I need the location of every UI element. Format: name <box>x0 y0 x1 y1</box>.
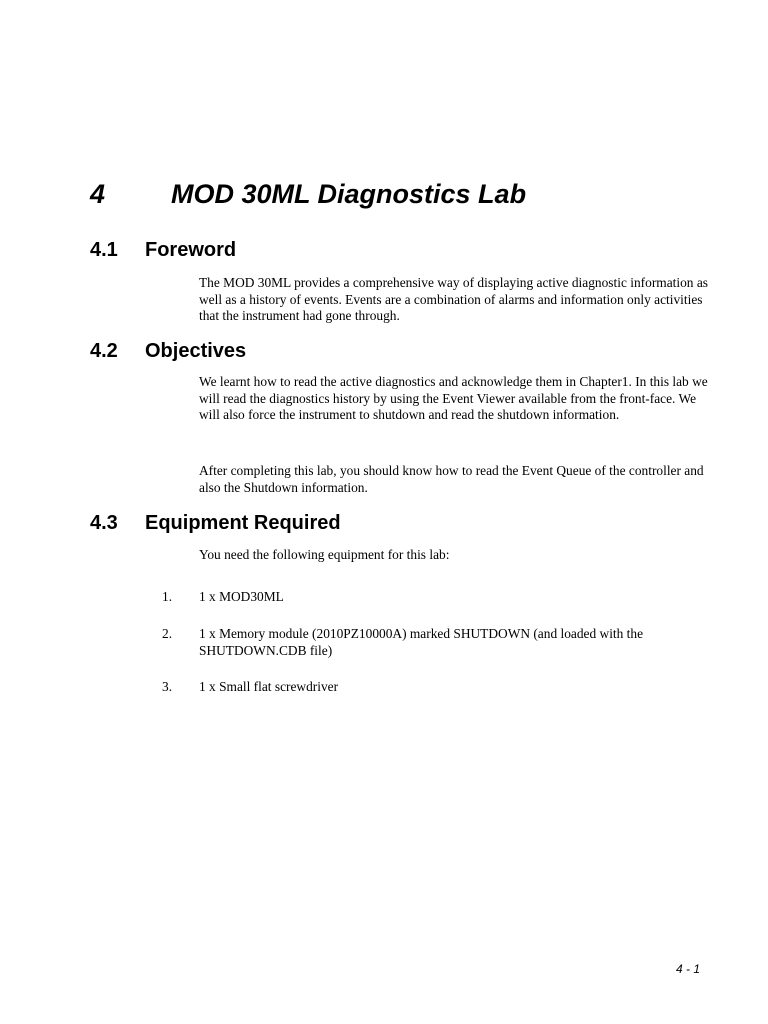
equipment-intro: You need the following equipment for this lab: <box>199 547 450 562</box>
chapter-title: MOD 30ML Diagnostics Lab <box>171 179 527 209</box>
objectives-paragraph-2: After completing this lab, you should know how to read the Event Queue of the controller and also the Shutdown information. <box>199 463 704 495</box>
section-number: 4.1 <box>90 239 118 261</box>
section-title: Equipment Required <box>145 512 341 534</box>
section-number: 4.2 <box>90 340 118 362</box>
list-marker: 3. <box>162 679 173 694</box>
chapter-heading <box>90 174 710 214</box>
list-text: 1 x MOD30ML <box>199 589 284 604</box>
section-number: 4.3 <box>90 512 118 534</box>
section-title: Objectives <box>145 340 247 362</box>
list-text: 1 x Memory module (2010PZ10000A) marked SHUTDOWN (and loaded with the SHUTDOWN.CDB file) <box>199 626 644 658</box>
list-text: 1 x Small flat screwdriver <box>199 679 339 694</box>
list-marker: 1. <box>162 589 173 604</box>
foreword-paragraph: The MOD 30ML provides a comprehensive way of displaying active diagnostic information as well as a history of events. Events are a combination of alarms and information only activities that the instrument had gone through. <box>199 275 708 323</box>
chapter-number: 4 <box>90 179 106 209</box>
page-number: 4 - 1 <box>675 962 700 976</box>
section-title: Foreword <box>145 239 237 261</box>
objectives-paragraph-1: We learnt how to read the active diagnostics and acknowledge them in Chapter1. In this lab we will read the diagnostics history by using the Event Viewer available from the front-face. We will also force the instrument to shutdown and read the shutdown information. <box>199 374 708 422</box>
list-marker: 2. <box>162 626 173 641</box>
